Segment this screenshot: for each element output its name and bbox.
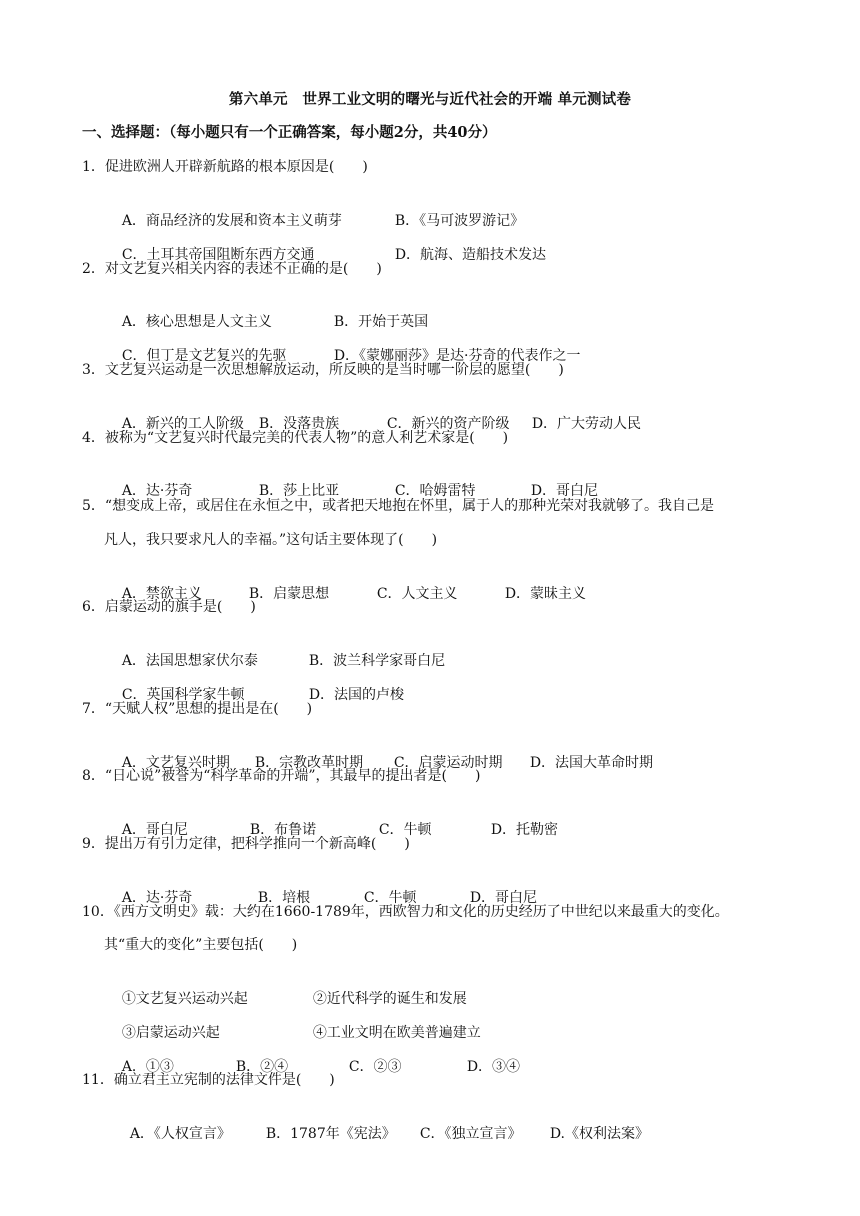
option-line: [112, 1104, 649, 1164]
option: D．蒙昧主义: [504, 586, 587, 602]
option: C．新兴的资产阶级: [386, 416, 510, 432]
option: B．波兰科学家哥白尼: [308, 653, 446, 669]
question-stem: 11．确立君主立宪制的法律文件是( ): [82, 1072, 335, 1088]
option: B．1787年《宪法》: [265, 1126, 396, 1142]
option: C．《独立宣言》: [419, 1126, 522, 1142]
option: C．②③: [348, 1059, 402, 1075]
option: A．文艺复兴时期: [121, 755, 230, 771]
statement: ①文艺复兴运动兴起: [121, 991, 248, 1007]
option: C．人文主义: [376, 586, 458, 602]
option: B．启蒙思想: [248, 586, 330, 602]
option: B．莎上比亚: [258, 483, 340, 499]
option: A．达·芬奇: [121, 483, 193, 499]
option: D．哥白尼: [530, 483, 599, 499]
option: A．达·芬奇: [121, 890, 193, 906]
option: D．《蒙娜丽莎》是达·芬奇的代表作之一: [333, 348, 581, 364]
option: B．培根: [257, 890, 311, 906]
question-stem: 7．“天赋人权”思想的提出是在( ): [82, 701, 313, 717]
option: D．③④: [466, 1059, 521, 1075]
option: A．哥白尼: [121, 822, 188, 838]
option: B．布鲁诺: [249, 822, 317, 838]
question-stem-continued: 其“重大的变化”主要包括( ): [104, 937, 298, 953]
question-stem: 1．促进欧洲人开辟新航路的根本原因是( ): [82, 159, 368, 175]
option: A．①③: [121, 1059, 174, 1075]
question-stem: 2．对文艺复兴相关内容的表述不正确的是( ): [82, 261, 382, 277]
question-stem: 6．启蒙运动的旗手是( ): [82, 599, 256, 615]
option: D．广大劳动人民: [531, 416, 642, 432]
option: A．商品经济的发展和资本主义萌芽: [121, 213, 342, 229]
statement: ②近代科学的诞生和发展: [312, 991, 467, 1007]
question-stem: 10．《西方文明史》载：大约在1660-1789年，西欧智力和文化的历史经历了中世纪以来最重大的变化。: [82, 904, 729, 920]
option: A．禁欲主义: [121, 586, 202, 602]
question-stem: 3．文艺复兴运动是一次思想解放运动，所反映的是当时哪一阶层的愿望( ): [82, 362, 564, 378]
question-stem: 5．“想变成上帝，或居住在永恒之中，或者把天地抱在怀里，属于人的那种光荣对我就够了。我自己是: [82, 498, 715, 514]
option: C．启蒙运动时期: [393, 755, 503, 771]
option: D．哥白尼: [469, 890, 538, 906]
question-stem: 8．“日心说”被誉为“科学革命的开端”，其最早的提出者是( ): [82, 768, 481, 784]
option: A．核心思想是人文主义: [121, 314, 272, 330]
option: B．开始于英国: [333, 314, 429, 330]
option: A．新兴的工人阶级: [121, 416, 244, 432]
option: C．牛顿: [363, 890, 417, 906]
option: C．土耳其帝国阻断东西方交通: [121, 247, 315, 263]
option: C．哈姆雷特: [394, 483, 476, 499]
statement: ③启蒙运动兴起: [121, 1025, 220, 1041]
option: C．牛顿: [378, 822, 432, 838]
option: D.《权利法案》: [549, 1126, 649, 1142]
option: C．英国科学家牛顿: [121, 687, 245, 703]
option: A．法国思想家伏尔泰: [121, 653, 258, 669]
option: D．航海、造船技术发达: [394, 247, 547, 263]
statement: ④工业文明在欧美普遍建立: [312, 1025, 481, 1041]
option: B．宗教改革时期: [254, 755, 364, 771]
question-stem-continued: 凡人，我只要求凡人的幸福。”这句话主要体现了( ): [104, 532, 438, 548]
page-title: 第六单元 世界工业文明的曙光与近代社会的开端 单元测试卷: [228, 91, 632, 108]
option: D．法国的卢梭: [308, 687, 405, 703]
option: B．②④: [235, 1059, 289, 1075]
option: D．托勒密: [490, 822, 559, 838]
question-stem: 9．提出万有引力定律，把科学推向一个新高峰( ): [82, 836, 410, 852]
option: B．《马可波罗游记》: [394, 213, 525, 229]
question-stem: 4．被称为“文艺复兴时代最完美的代表人物”的意人利艺术家是( ): [82, 430, 509, 446]
option: A．《人权宣言》: [129, 1126, 231, 1142]
option: C．但丁是文艺复兴的先驱: [121, 348, 287, 364]
option: D．法国大革命时期: [529, 755, 654, 771]
section-heading: 一、选择题：（每小题只有一个正确答案，每小题2分，共40分）: [82, 124, 497, 141]
option: B．没落贵族: [258, 416, 340, 432]
